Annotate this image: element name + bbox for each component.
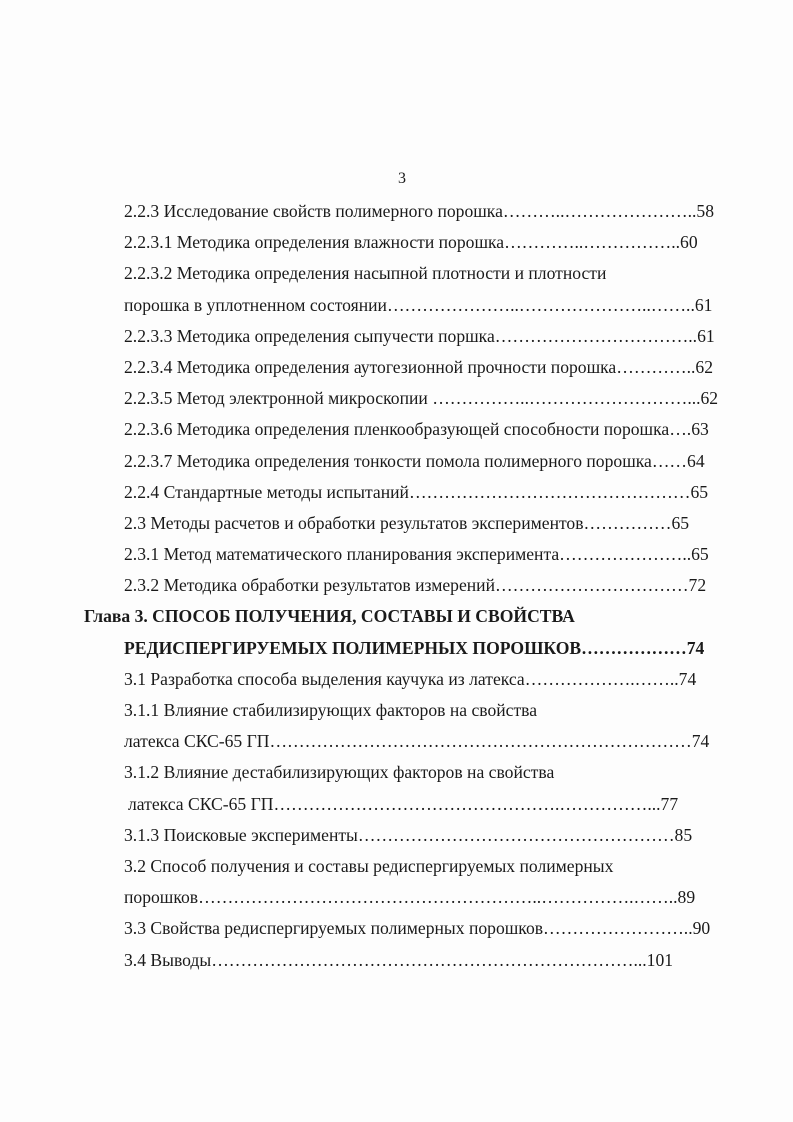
toc-entry-text: 3.1.2 Влияние дестабилизирующих факторов на свойства (124, 762, 555, 783)
toc-entry (0, 633, 793, 664)
toc-entry-text: 2.2.3.1 Методика определения влажности порошка…………..……………..60 (124, 232, 698, 253)
toc-entry (0, 414, 793, 445)
table-of-contents (0, 196, 793, 976)
toc-entry-text: Глава 3. СПОСОБ ПОЛУЧЕНИЯ, СОСТАВЫ И СВОЙСТВА (84, 606, 575, 627)
toc-entry (0, 446, 793, 477)
toc-entry (0, 695, 793, 726)
toc-entry-text: порошка в уплотненном состоянии…………………..…………………..……..61 (124, 294, 713, 315)
page-number: 3 (398, 170, 406, 187)
toc-entry-text: 3.1.3 Поисковые эксперименты………………………………………………85 (124, 824, 693, 845)
toc-entry (0, 757, 793, 788)
toc-entry (0, 321, 793, 352)
toc-entry-text: 2.2.3.7 Методика определения тонкости помола полимерного порошка……64 (124, 450, 705, 471)
toc-entry-text: 2.3.2 Методика обработки результатов измерений……………………………72 (124, 575, 707, 596)
toc-entry-text: 2.2.3.2 Методика определения насыпной плотности и плотности (124, 263, 607, 284)
toc-entry-text: 3.1 Разработка способа выделения каучука из латекса……………….……..74 (124, 668, 697, 689)
toc-entry-text: 2.2.3.4 Методика определения аутогезионной прочности порошка…………..62 (124, 356, 714, 377)
toc-entry (0, 258, 793, 289)
toc-entry-text: 3.4 Выводы………………………………………………………………...101 (124, 949, 674, 970)
toc-entry (0, 196, 793, 227)
toc-entry (0, 570, 793, 601)
toc-entry-text: РЕДИСПЕРГИРУЕМЫХ ПОЛИМЕРНЫХ ПОРОШКОВ………………74 (124, 637, 705, 658)
toc-entry-text: 2.2.3.5 Метод электронной микроскопии ……………..………………………...62 (124, 388, 719, 409)
toc-entry (0, 789, 793, 820)
toc-entry (0, 882, 793, 913)
toc-entry-text: латекса СКС-65 ГП………………………………………………………………74 (124, 731, 710, 752)
toc-entry-text: 2.3.1 Метод математического планирования эксперимента…………………..65 (124, 544, 709, 565)
toc-entry-text: 3.1.1 Влияние стабилизирующих факторов на свойства (124, 700, 538, 720)
toc-entry-text: 2.3 Методы расчетов и обработки результатов экспериментов……………65 (124, 512, 690, 533)
toc-entry-text: 2.2.3 Исследование свойств полимерного порошка………..…………………..58 (124, 201, 715, 221)
toc-entry (0, 539, 793, 570)
toc-entry-text: 2.2.3.6 Методика определения пленкообразующей способности порошка….63 (124, 419, 709, 440)
toc-entry-text: 3.3 Свойства редиспергируемых полимерных порошков……………………..90 (124, 918, 711, 939)
toc-entry (0, 664, 793, 695)
toc-entry-text: 3.2 Способ получения и составы редиспергируемых полимерных (124, 855, 614, 876)
toc-entry (0, 851, 793, 882)
toc-entry (0, 820, 793, 851)
toc-entry-text: порошков…………………………………………………..…………….……..89 (124, 887, 696, 908)
toc-entry-text: 2.2.4 Стандартные методы испытаний…………………………………………65 (124, 481, 709, 502)
toc-entry (0, 508, 793, 539)
toc-entry (0, 945, 793, 976)
toc-entry (0, 352, 793, 383)
chapter-heading (0, 601, 793, 632)
toc-entry (0, 726, 793, 757)
toc-entry-text: латекса СКС-65 ГП………………………………………….……………...77 (128, 793, 679, 814)
toc-entry (0, 227, 793, 258)
toc-entry-text: 2.2.3.3 Методика определения сыпучести поршка……………………………..61 (124, 325, 715, 346)
toc-entry (0, 913, 793, 944)
toc-entry (0, 290, 793, 321)
toc-entry (0, 383, 793, 414)
toc-entry (0, 477, 793, 508)
